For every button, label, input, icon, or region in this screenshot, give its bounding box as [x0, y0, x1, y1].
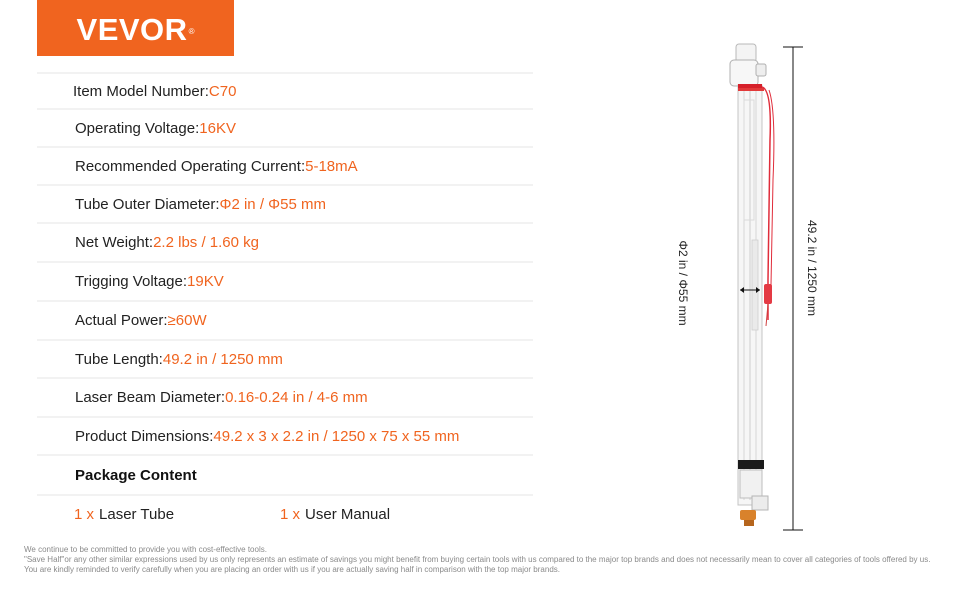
disclaimer-line-1: We continue to be committed to provide you with cost-effective tools.	[24, 545, 267, 554]
spec-label: Trigging Voltage:	[75, 273, 188, 290]
spec-row-dimensions	[37, 418, 533, 454]
package-content-header	[37, 456, 533, 494]
package-item-laser-tube	[74, 496, 174, 532]
tube-glass-body	[738, 85, 762, 505]
package-item-qty: 1 x	[74, 505, 95, 523]
disclaimer-line-2: "Save Half"or any other similar expressions used by us only represents an estimate of savings you might benefit from buying certain tools with us compared to the major top brands and does not necessarily mean to cover all categories of tools offered by us.	[24, 555, 931, 564]
spec-value: C70	[208, 82, 237, 100]
disclaimer	[24, 545, 959, 575]
spec-value: 0.16-0.24 in / 4-6 mm	[225, 389, 368, 406]
spec-label: Tube Outer Diameter:	[75, 195, 220, 213]
tube-bottom-cap	[738, 460, 768, 526]
spec-row-diameter	[37, 186, 533, 222]
spec-value: ≥60W	[167, 312, 207, 329]
spec-row-current	[37, 148, 533, 184]
spec-row-model	[37, 74, 533, 108]
spec-value: 2.2 lbs / 1.60 kg	[153, 234, 259, 251]
spec-label: Recommended Operating Current:	[75, 157, 306, 175]
package-item-name: Laser Tube	[99, 505, 175, 523]
spec-label: Tube Length:	[75, 350, 163, 368]
spec-label: Item Model Number:	[73, 82, 209, 100]
package-item-qty: 1 x	[280, 505, 301, 523]
package-item-name: User Manual	[305, 505, 391, 523]
spec-label: Net Weight:	[75, 234, 154, 251]
package-title: Package Content	[75, 466, 197, 484]
tube-top-cap	[730, 44, 766, 86]
package-items-row	[37, 496, 533, 532]
spec-value: 19KV	[187, 273, 224, 290]
spec-value: Φ2 in / Φ55 mm	[219, 195, 326, 213]
spec-label: Actual Power:	[75, 312, 168, 329]
spec-row-trigger-voltage	[37, 263, 533, 300]
spec-value: 49.2 in / 1250 mm	[162, 350, 283, 368]
logo-text: VEVOR	[76, 11, 188, 47]
spec-row-beam-diameter	[37, 379, 533, 416]
package-item-user-manual	[280, 496, 390, 532]
length-label: 49.2 in / 1250 mm	[805, 219, 819, 317]
vevor-logo	[37, 0, 234, 56]
registered-mark: ®	[188, 26, 195, 36]
spec-row-weight	[37, 224, 533, 261]
spec-label: Laser Beam Diameter:	[75, 389, 226, 406]
spec-value: 16KV	[199, 119, 236, 137]
diameter-label: Φ2 in / Φ55 mm	[676, 240, 690, 326]
spec-label: Operating Voltage:	[75, 119, 200, 137]
spec-label: Product Dimensions:	[75, 427, 214, 445]
spec-value: 5-18mA	[305, 157, 358, 175]
spec-row-length	[37, 341, 533, 377]
spec-value: 49.2 x 3 x 2.2 in / 1250 x 75 x 55 mm	[213, 427, 460, 445]
spec-table	[37, 72, 533, 532]
disclaimer-line-3: You are kindly reminded to verify carefully when you are placing an order with us if you are actually saving half in comparison with the top major brands.	[24, 565, 560, 574]
spec-row-power	[37, 302, 533, 339]
spec-row-voltage	[37, 110, 533, 146]
length-dimension-line	[783, 47, 803, 530]
